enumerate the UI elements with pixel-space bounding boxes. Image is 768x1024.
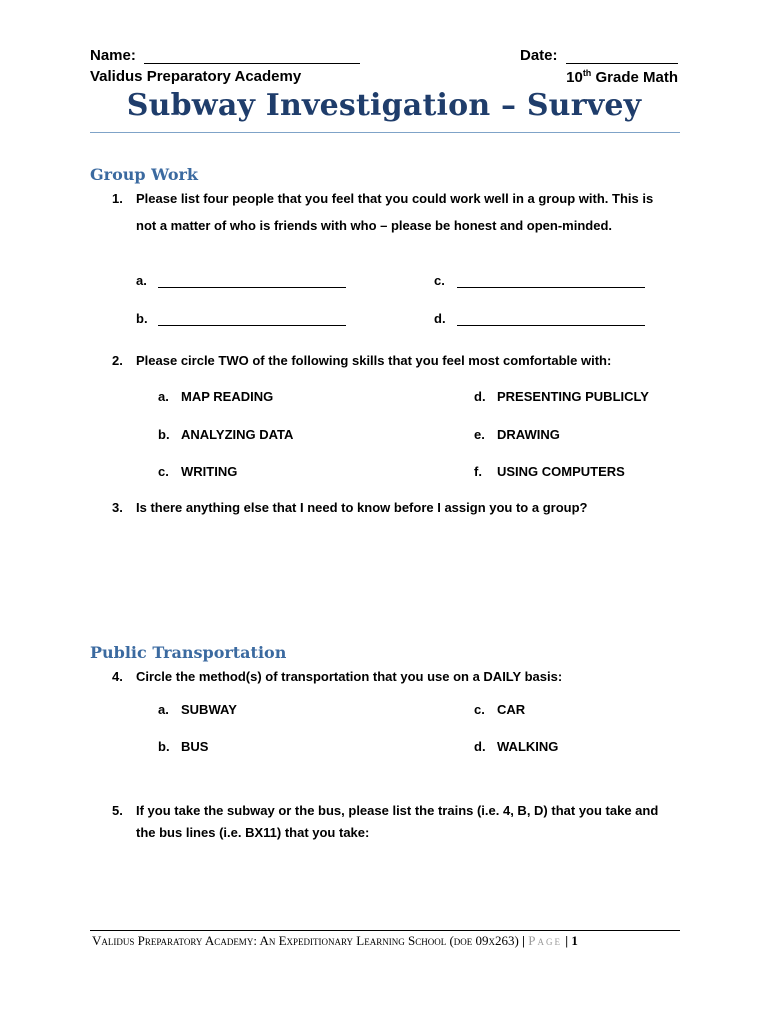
option-letter: c. xyxy=(158,464,169,479)
question-2-text: Please circle TWO of the following skills that you feel most comfortable with: xyxy=(136,353,612,368)
footer-school-text: Validus Preparatory Academy: An Expeditionary Learning School (doe 09x263) xyxy=(92,933,519,948)
question-number: 5. xyxy=(112,803,123,818)
transport-option-bus[interactable]: BUS xyxy=(181,739,209,754)
answer-blank-c[interactable] xyxy=(457,287,645,288)
transport-option-subway[interactable]: SUBWAY xyxy=(181,702,237,717)
option-letter: c. xyxy=(474,702,485,717)
option-letter: e. xyxy=(474,427,485,442)
option-letter: d. xyxy=(474,739,486,754)
question-5-line-2: the bus lines (i.e. BX11) that you take: xyxy=(136,825,370,840)
question-5-line-1: If you take the subway or the bus, please list the trains (i.e. 4, B, D) that you take and xyxy=(136,803,659,818)
option-letter: a. xyxy=(158,389,169,404)
question-1-line-1: Please list four people that you feel that you could work well in a group with. This is xyxy=(136,191,654,206)
option-letter: b. xyxy=(158,427,170,442)
skill-option-drawing[interactable]: DRAWING xyxy=(497,427,560,442)
page-footer: Validus Preparatory Academy: An Expeditionary Learning School (doe 09x263) | Page | 1 xyxy=(92,933,578,948)
option-letter: d. xyxy=(474,389,486,404)
section-heading-group-work: Group Work xyxy=(90,165,199,184)
course-label: 10th Grade Math xyxy=(566,68,678,86)
date-blank[interactable] xyxy=(566,63,678,64)
skill-option-presenting-publicly[interactable]: PRESENTING PUBLICLY xyxy=(497,389,649,404)
school-name: Validus Preparatory Academy xyxy=(90,68,302,85)
answer-blank-b[interactable] xyxy=(158,325,346,326)
transport-option-car[interactable]: CAR xyxy=(497,702,526,717)
page-label: Page xyxy=(528,933,562,948)
question-4-text: Circle the method(s) of transportation that you use on a DAILY basis: xyxy=(136,669,563,684)
question-number: 3. xyxy=(112,500,123,515)
answer-letter: a. xyxy=(136,273,147,288)
question-number: 2. xyxy=(112,353,123,368)
date-label: Date: xyxy=(520,47,558,64)
option-letter: b. xyxy=(158,739,170,754)
answer-letter: b. xyxy=(136,311,148,326)
question-1-line-2: not a matter of who is friends with who – please be honest and open-minded. xyxy=(136,218,612,233)
answer-blank-d[interactable] xyxy=(457,325,645,326)
page-title: Subway Investigation – Survey xyxy=(126,88,642,123)
skill-option-using-computers[interactable]: USING COMPUTERS xyxy=(497,464,625,479)
skill-option-map-reading[interactable]: MAP READING xyxy=(181,389,274,404)
name-label: Name: xyxy=(90,47,136,64)
option-letter: f. xyxy=(474,464,482,479)
answer-letter: c. xyxy=(434,273,445,288)
skill-option-analyzing-data[interactable]: ANALYZING DATA xyxy=(181,427,294,442)
question-3-text: Is there anything else that I need to know before I assign you to a group? xyxy=(136,500,588,515)
answer-letter: d. xyxy=(434,311,446,326)
option-letter: a. xyxy=(158,702,169,717)
answer-blank-a[interactable] xyxy=(158,287,346,288)
transport-option-walking[interactable]: WALKING xyxy=(497,739,559,754)
page-number: 1 xyxy=(571,933,578,948)
footer-divider xyxy=(90,930,680,931)
question-number: 4. xyxy=(112,669,123,684)
question-number: 1. xyxy=(112,191,123,206)
section-heading-public-transportation: Public Transportation xyxy=(90,643,287,662)
skill-option-writing[interactable]: WRITING xyxy=(181,464,238,479)
name-blank[interactable] xyxy=(144,63,360,64)
title-divider xyxy=(90,132,680,133)
